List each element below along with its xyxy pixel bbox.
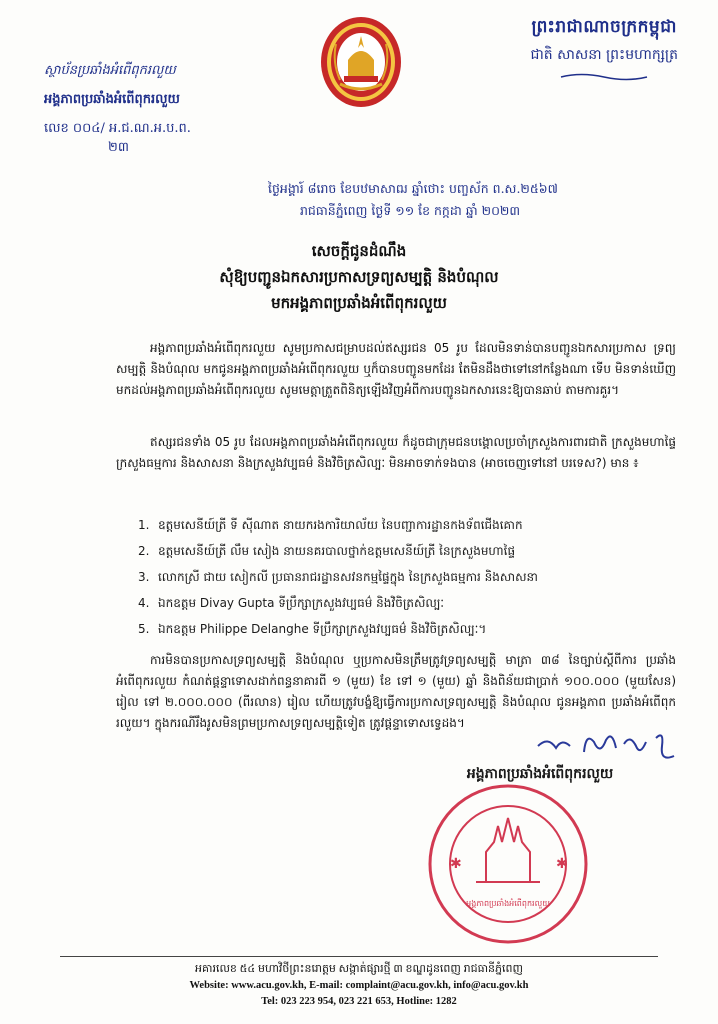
official-list [138, 512, 658, 642]
issuer-institution: ស្ថាប័នប្រឆាំងអំពើពុករលួយ [44, 63, 176, 78]
acu-emblem-icon [318, 14, 404, 112]
footer-address: អគារលេខ ៥៤ មហាវិថីព្រះនរោត្តម សង្កាត់ផ្សារថ្មី ៣ ខណ្ឌដូនពេញ រាជធានីភ្នំពេញ [195, 963, 523, 975]
reference-year: ២៣ [108, 140, 129, 155]
list-item: 1. ឧត្តមសេនីយ៍ត្រី ទី ស៊ីណាត នាយករងការិយាល័យ នៃបញ្ជាការដ្ឋានកងទ័ពជើងគោក [138, 518, 523, 532]
svg-text:✱: ✱ [556, 856, 568, 872]
seal-inscription: អង្គភាពប្រឆាំងអំពើពុករលួយ [466, 899, 550, 908]
official-seal-icon [426, 782, 590, 946]
body-paragraph-2: ឥស្សរជនទាំង 05 រូប ដែលអង្គភាពប្រឆាំងអំពើពុករលួយ ក៏ដូចជាក្រុមជនបង្គោលប្រចាំក្រសួងការពារជាតិ ក្រសួងមហាផ្ទៃ ក្រសួងធម្មការ និងសាសនា និងក្រសួងវប្បធម៌ និងវិចិត្រសិល្បៈ មិនអាចទាក់ទងបាន (អាចចេញទៅនៅ បរទេស?) មាន ៖ [116, 435, 676, 470]
list-item: 3. លោកស្រី ជាយ សៀកលី ប្រធានរាជរដ្ឋានសវនកម្មផ្ទៃក្នុង នៃក្រសួងធម្មការ និងសាសនា [138, 570, 538, 584]
date-block [268, 178, 688, 222]
kingdom-header [530, 16, 678, 82]
ornament-divider-icon [559, 72, 649, 82]
issuer-unit: អង្គភាពប្រឆាំងអំពើពុករលួយ [44, 92, 180, 107]
lunar-date: ថ្ងៃអង្គារ៍ ៨រោច ខែបឋមាសាឍ ឆ្នាំថោះ បញ្ចស័ក ព.ស.២៥៦៧ [268, 181, 558, 196]
list-item: 4. ឯកឧត្តម Divay Gupta ទីប្រឹក្សាក្រសួងវប្បធម៌ និងវិចិត្រសិល្បៈ [138, 596, 445, 610]
issuer-block [44, 62, 191, 158]
svg-text:✱: ✱ [450, 856, 462, 872]
body-paragraph-3: ការមិនបានប្រកាសទ្រព្យសម្បត្តិ និងបំណុល ឬប្រកាសមិនត្រឹមត្រូវទ្រព្យសម្បត្តិ មាត្រា ៣៨ នៃច្បាប់ស្តីពីការ ប្រឆាំងអំពើពុករលួយ កំណត់ផ្តន្ទាទោសដាក់ពន្ធនាគារពី ១ (មួយ) ខែ ទៅ ១ (មួយ) ឆ្នាំ និងពិន័យជាប្រាក់ ១០០.០០០ (មួយសែន) រៀល ទៅ ២.០០០.០០០ (ពីរលាន) រៀល ហើយត្រូវបង្ខំឱ្យធ្វើការប្រកាសទ្រព្យសម្បត្តិ និងបំណុល ជូនអង្គភាព ប្រឆាំងអំពើពុករលួយ។ ក្នុងករណីរឹងរូសមិនព្រមប្រកាសទ្រព្យសម្បត្តិទៀត ត្រូវផ្តន្ទាទោសទ្វេដង។ [116, 653, 676, 730]
footer-divider [60, 956, 658, 957]
kingdom-title: ព្រះរាជាណាចក្រកម្ពុជា [531, 17, 677, 37]
body-paragraph-1: អង្គភាពប្រឆាំងអំពើពុករលួយ សូមប្រកាសជម្រាបដល់ឥស្សរជន 05 រូប ដែលមិនទាន់បានបញ្ជូនឯកសារប្រកាស ទ្រព្យសម្បត្តិ និងបំណុល មកជូនអង្គភាពប្រឆាំងអំពើពុករលួយ ឬក៏បានបញ្ជូនមកដែរ តែមិនដឹងថាទៅនៅកន្លែងណា ទើប មិនទាន់ឃើញមកដល់អង្គភាពប្រឆាំងអំពើពុករលួយ សូមមេត្តាត្រួតពិនិត្យឡើងវិញអំពីការបញ្ជូនឯកសារនេះឱ្យបានឆាប់ តាមការគួរ។ [116, 341, 676, 397]
list-item: 5. ឯកឧត្តម Philippe Delanghe ទីប្រឹក្សាក្រសួងវប្បធម៌ និងវិចិត្រសិល្បៈ។ [138, 622, 487, 636]
notice-subject-line1: សុំឱ្យបញ្ជូនឯកសារប្រកាសទ្រព្យសម្បត្តិ និងបំណុល [219, 268, 499, 286]
footer-web-email: Website: www.acu.gov.kh, E-mail: complaint@acu.gov.kh, info@acu.gov.kh [189, 980, 529, 991]
signer-name: អង្គភាពប្រឆាំងអំពើពុករលួយ [466, 766, 614, 782]
list-item: 2. ឧត្តមសេនីយ៍ត្រី លឹម សៀង នាយនគរបាលថ្នាក់ឧត្តមសេនីយ៍ត្រី នៃក្រសួងមហាផ្ទៃ [138, 544, 516, 558]
notice-subject-line2: មកអង្គភាពប្រឆាំងអំពើពុករលួយ [271, 294, 447, 312]
solar-date: រាជធានីភ្នំពេញ ថ្ងៃទី ១១ ខែ កក្កដា ឆ្នាំ ២០២៣ [300, 203, 521, 218]
handwritten-initials-icon [534, 726, 684, 766]
reference-number: លេខ ០០៤/ អ.ជ.ណ.អ.ប.ព. [44, 121, 191, 136]
footer-phones: Tel: 023 223 954, 023 221 653, Hotline: 1282 [261, 996, 457, 1007]
national-motto: ជាតិ សាសនា ព្រះមហាក្សត្រ [530, 47, 678, 63]
notice-heading: សេចក្តីជូនដំណឹង [311, 242, 407, 260]
